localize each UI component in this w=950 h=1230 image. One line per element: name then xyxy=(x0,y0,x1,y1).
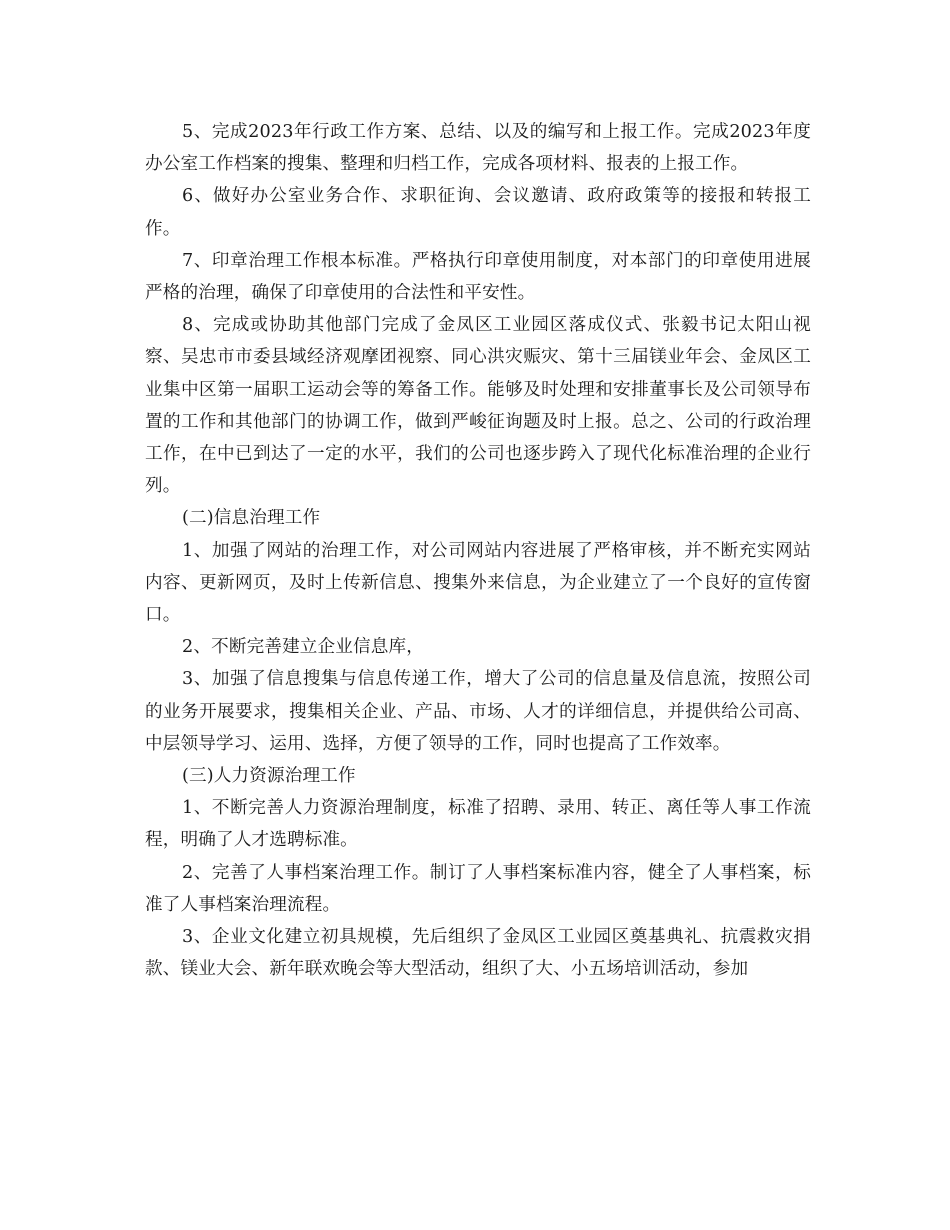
section-info-management: (二)信息治理工作 xyxy=(182,508,321,529)
document-body xyxy=(145,116,811,985)
info-item-1-website: 1、加强了网站的治理工作，对公司网站内容进展了严格审核，并不断充实网站内容、更新网页，及时上传新信息、搜集外来信息，为企业建立了一个良好的宣传窗口。 xyxy=(145,540,811,626)
item-6-office-business: 6、做好办公室业务合作、求职征询、会议邀请、政府政策等的接报和转报工作。 xyxy=(145,186,811,239)
hr-item-1-system: 1、不断完善人力资源治理制度，标准了招聘、录用、转正、离任等人事工作流程，明确了人才选聘标准。 xyxy=(145,798,811,851)
section-hr-management: (三)人力资源治理工作 xyxy=(182,766,356,787)
item-5-annual-plan: 5、完成2023年行政工作方案、总结、以及的编写和上报工作。完成2023年度办公室工作档案的搜集、整理和归档工作，完成各项材料、报表的上报工作。 xyxy=(145,122,811,175)
info-item-3-info-flow: 3、加强了信息搜集与信息传递工作，增大了公司的信息量及信息流，按照公司的业务开展要求，搜集相关企业、产品、市场、人才的详细信息，并提供给公司高、中层领导学习、运用、选择，方便了领导的工作，同时也提高了工作效率。 xyxy=(145,669,811,754)
hr-item-3-culture: 3、企业文化建立初具规模，先后组织了金凤区工业园区奠基典礼、抗震救灾捐款、镁业大会、新年联欢晚会等大型活动，组织了大、小五场培训活动，参加 xyxy=(145,927,811,980)
item-7-seal-management: 7、印章治理工作根本标准。严格执行印章使用制度，对本部门的印章使用进展严格的治理，确保了印章使用的合法性和平安性。 xyxy=(145,250,811,304)
item-8-event-coordination: 8、完成或协助其他部门完成了金凤区工业园区落成仪式、张毅书记太阳山视察、吴忠市市委县域经济观摩团视察、同心洪灾赈灾、第十三届镁业年会、金凤区工业集中区第一届职工运动会等的筹备工作。能够及时处理和安排董事长及公司领导布置的工作和其他部门的协调工作，做到严峻征询题及时上报。总之、公司的行政治理工作，在中已到达了一定的水平，我们的公司也逐步跨入了现代化标准治理的企业行列。 xyxy=(145,315,811,497)
hr-item-2-archives: 2、完善了人事档案治理工作。制订了人事档案标准内容，健全了人事档案，标准了人事档案治理流程。 xyxy=(145,862,811,915)
info-item-2-database: 2、不断完善建立企业信息库， xyxy=(182,637,425,658)
